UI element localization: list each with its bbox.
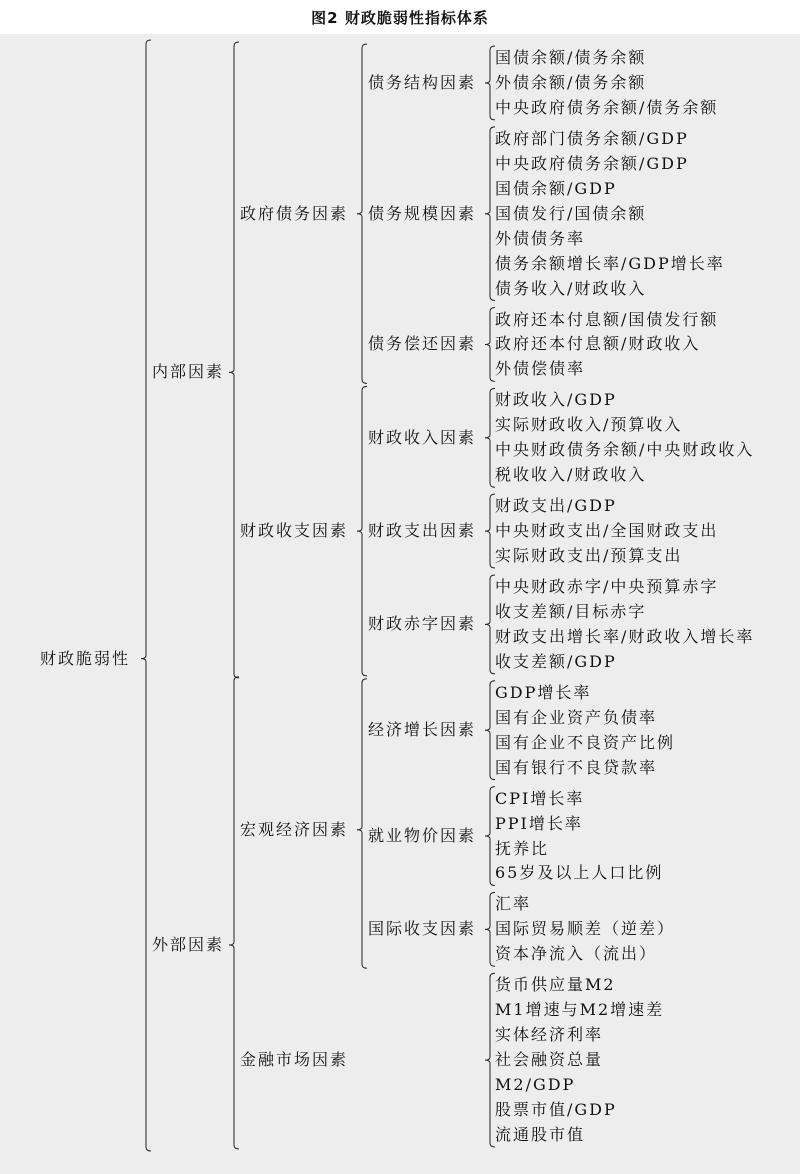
indicator-item: 外债偿债率 — [495, 359, 586, 379]
indicator-item: 国有银行不良贷款率 — [495, 757, 658, 777]
indicator-item: PPI增长率 — [495, 813, 583, 833]
indicator-item: 抚养比 — [495, 838, 550, 858]
indicator-item: 国有企业资产负债率 — [495, 707, 658, 727]
indicator-item: 债务收入/财政收入 — [495, 278, 647, 298]
indicator-item: 债务余额增长率/GDP增长率 — [495, 253, 725, 273]
indicator-item: 国际贸易顺差（逆差） — [495, 919, 676, 939]
indicator-item: 外债债务率 — [495, 228, 586, 248]
indicator-item: 收支差额/GDP — [495, 651, 617, 671]
indicator-item: 流通股市值 — [495, 1124, 586, 1144]
indicator-item: 财政收入/GDP — [495, 390, 617, 410]
dimension-node: 内部因素 — [152, 362, 225, 382]
indicator-item: 实际财政支出/预算支出 — [495, 546, 683, 566]
indicator-item: 中央财政支出/全国财政支出 — [495, 521, 719, 541]
indicator-item: M2/GDP — [495, 1075, 576, 1095]
indicator-item: 国债发行/国债余额 — [495, 203, 647, 223]
category-node: 国际收支因素 — [368, 919, 477, 939]
category-node: 财政支出因素 — [368, 521, 477, 541]
indicator-item: 政府还本付息额/财政收入 — [495, 334, 701, 354]
indicator-item: 财政支出/GDP — [495, 496, 617, 516]
indicator-item: 中央财政债务余额/中央财政收入 — [495, 440, 755, 460]
indicator-item: 社会融资总量 — [495, 1050, 604, 1070]
indicator-item: 国债余额/债务余额 — [495, 48, 647, 67]
category-node: 经济增长因素 — [368, 720, 477, 740]
indicator-item: 国有企业不良资产比例 — [495, 732, 676, 752]
indicator-item: 汇率 — [495, 894, 532, 914]
category-node: 就业物价因素 — [368, 826, 477, 846]
category-node: 财政赤字因素 — [368, 614, 477, 634]
category-node: 债务偿还因素 — [368, 334, 477, 354]
indicator-item: 货币供应量M2 — [495, 975, 616, 995]
indicator-item: CPI增长率 — [495, 788, 585, 808]
indicator-item: 股票市值/GDP — [495, 1100, 617, 1119]
indicator-item: 资本净流入（流出） — [495, 944, 658, 964]
root-node: 财政脆弱性 — [40, 648, 131, 668]
category-node: 财政收入因素 — [368, 427, 477, 447]
indicator-item: 收支差额/目标赤字 — [495, 601, 647, 621]
indicator-item: 财政支出增长率/财政收入增长率 — [495, 626, 755, 646]
category-node: 政府债务因素 — [240, 203, 349, 223]
indicator-item: 政府还本付息额/国债发行额 — [495, 309, 719, 329]
category-node: 宏观经济因素 — [240, 819, 349, 839]
indicator-item: M1增速与M2增速差 — [495, 1000, 665, 1020]
indicator-item: 实体经济利率 — [495, 1025, 604, 1045]
category-node: 债务规模因素 — [368, 203, 477, 223]
figure-title: 图2 财政脆弱性指标体系 — [311, 9, 489, 27]
indicator-item: 中央政府债务余额/GDP — [495, 153, 689, 173]
category-node: 财政收支因素 — [240, 521, 349, 541]
dimension-node: 外部因素 — [152, 934, 225, 954]
indicator-item: 实际财政收入/预算收入 — [495, 415, 683, 435]
indicator-item: 外债余额/债务余额 — [495, 72, 647, 92]
indicator-item: 中央财政赤字/中央预算赤字 — [495, 577, 719, 596]
indicator-item: 65岁及以上人口比例 — [495, 863, 664, 883]
indicator-item: 政府部门债务余额/GDP — [495, 128, 689, 148]
indicator-item: 国债余额/GDP — [495, 178, 617, 198]
indicator-item: 中央政府债务余额/债务余额 — [495, 97, 719, 117]
indicator-item: 税收收入/财政收入 — [495, 465, 647, 485]
category-node: 债务结构因素 — [368, 72, 477, 92]
indicator-item: GDP增长率 — [495, 682, 592, 702]
factor-node: 金融市场因素 — [240, 1050, 349, 1070]
